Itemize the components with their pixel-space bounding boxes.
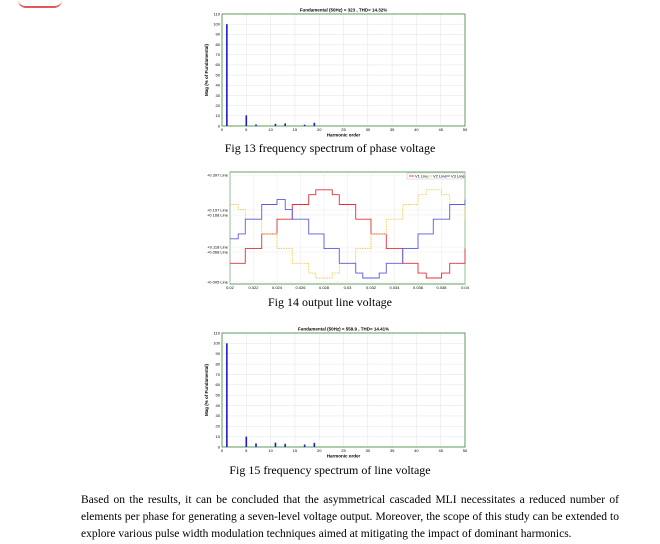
- fig15-ytick-label: 80: [215, 361, 220, 367]
- fig14-xtick-label: 0.02: [226, 285, 234, 290]
- figure-14-caption: Fig 14 output line voltage: [268, 295, 392, 309]
- fig15-ytick-label: 60: [215, 382, 220, 388]
- fig14-xtick-label: 0.022: [248, 285, 259, 290]
- fig13-spectrum-svg: [200, 6, 475, 140]
- fig13-bar-h11: [275, 124, 277, 126]
- fig13-xtick-label: 50: [462, 127, 468, 132]
- fig13-title: Fundamental (50Hz) = 323 , THD= 14.32%: [299, 7, 388, 13]
- fig13-xtick-label: 15: [292, 127, 298, 132]
- fig13-ytick-label: 50: [215, 72, 220, 78]
- fig13-ytick-label: 0: [217, 123, 220, 129]
- fig15-ylabel: Mag (% of Fundamental): [204, 364, 209, 416]
- fig13-bar-h13: [284, 123, 286, 126]
- fig14-legend-label-3: V3 Line: [451, 173, 465, 179]
- fig13-xtick-label: 10: [268, 127, 273, 132]
- fig13-ytick-label: 40: [215, 82, 220, 88]
- fig13-ytick-label: 70: [215, 52, 220, 58]
- fig15-xtick-label: 25: [341, 448, 346, 453]
- fig13-ytick-label: 90: [215, 31, 220, 37]
- fig14-xtick-label: 0.038: [436, 285, 447, 290]
- fig15-xtick-label: 35: [389, 448, 395, 453]
- fig15-ytick-label: 50: [215, 392, 220, 398]
- fig15-spectrum-svg: [200, 325, 475, 461]
- fig13-bar-h17: [304, 125, 306, 126]
- fig15-ytick-label: 30: [215, 413, 220, 419]
- fig15-ytick-label: 90: [215, 351, 220, 357]
- fig13-xtick-label: 5: [245, 127, 248, 132]
- fig14-ytick-label: +0.005 Line: [206, 279, 228, 285]
- fig14-ytick-label: +0.168 Line: [206, 212, 228, 218]
- fig15-xtick-label: 40: [414, 448, 419, 453]
- fig13-ylabel: Mag (% of Fundamental): [204, 44, 209, 96]
- fig13-xtick-label: 40: [414, 127, 419, 132]
- fig13-ytick-label: 110: [213, 11, 220, 17]
- fig13-xtick-label: 35: [389, 127, 395, 132]
- fig15-xtick-label: 20: [316, 448, 322, 453]
- fig13-xtick-label: 0: [220, 127, 224, 132]
- fig15-ytick-label: 70: [215, 371, 220, 377]
- fig15-ytick-label: 0: [217, 444, 220, 450]
- fig15-ytick-label: 10: [215, 433, 220, 439]
- fig13-xlabel: Harmonic order: [326, 132, 361, 138]
- fig15-xtick-label: 5: [245, 448, 248, 453]
- fig13-xtick-label: 45: [438, 127, 443, 132]
- fig13-bar-h19: [314, 123, 316, 126]
- fig15-ytick-label: 100: [213, 340, 220, 346]
- figure-15-caption: Fig 15 frequency spectrum of line voltage: [229, 463, 431, 477]
- fig15-bar-h17: [304, 445, 306, 447]
- fig14-xtick-label: 0.024: [271, 285, 283, 290]
- fig14-xtick-label: 0.032: [365, 285, 377, 290]
- fig14-xtick-label: 0.04: [461, 285, 469, 290]
- fig13-ytick-label: 80: [215, 41, 220, 47]
- fig13-bar-h7: [255, 124, 257, 126]
- fig15-xtick-label: 0: [220, 448, 224, 453]
- fig13-bar-h5: [246, 115, 248, 126]
- fig15-xtick-label: 10: [268, 448, 273, 453]
- fig13-xtick-label: 20: [316, 127, 322, 132]
- fig15-ytick-label: 20: [215, 423, 220, 429]
- fig14-ytick-label: +0.197 Line: [206, 207, 228, 213]
- fig15-ytick-label: 40: [215, 402, 220, 408]
- fig15-bar-h5: [246, 437, 248, 447]
- fig14-ytick-label: +0.118 Line: [207, 244, 228, 250]
- figure-13-chart: [200, 6, 475, 140]
- fig14-legend-label-2: V2 Line: [433, 173, 447, 179]
- fig13-ytick-label: 100: [213, 21, 220, 27]
- fig14-line-voltage-svg: [200, 166, 475, 294]
- fig14-xtick-label: 0.03: [343, 285, 352, 290]
- fig15-xtick-label: 30: [365, 448, 371, 453]
- fig13-ytick-label: 10: [215, 113, 220, 119]
- fig14-ytick-label: +0.397 Line: [206, 172, 228, 178]
- fig13-xtick-label: 25: [341, 127, 346, 132]
- figure-13-caption: Fig 13 frequency spectrum of phase voltage: [224, 141, 436, 155]
- fig15-title: Fundamental (50Hz) = 559.9 , THD= 14.41%: [297, 326, 390, 332]
- fig15-xtick-label: 50: [462, 448, 468, 453]
- fig14-ytick-label: +0.068 Line: [206, 249, 228, 255]
- fig15-bar-h13: [284, 444, 286, 447]
- fig15-xtick-label: 15: [292, 448, 298, 453]
- fig15-xlabel: Harmonic order: [326, 453, 361, 459]
- fig15-bar-h19: [314, 443, 316, 447]
- figure-15-chart: [200, 325, 475, 461]
- fig14-xtick-label: 0.036: [412, 285, 424, 290]
- fig15-ytick-label: 110: [213, 330, 220, 336]
- fig13-bar-h1: [226, 24, 228, 126]
- fig13-ytick-label: 20: [215, 102, 220, 108]
- fig14-xtick-label: 0.034: [389, 285, 400, 290]
- fig15-bar-h11: [275, 443, 277, 447]
- fig15-bar-h1: [226, 343, 228, 447]
- fig13-xtick-label: 30: [365, 127, 371, 132]
- fig14-xtick-label: 0.026: [295, 285, 306, 290]
- fig13-ytick-label: 30: [215, 92, 220, 98]
- header-logo-fragment: [18, 0, 62, 8]
- conclusion-paragraph: Based on the results, it can be concluded that the asymmetrical cascaded MLI necessitates a reduced number of elements per phase for generating a seven-level voltage output. Moreover, the scope of this study can be extended to explore various pulse width modulation techniques aimed at mitigating the impact of dominant harmonics.: [81, 494, 619, 540]
- fig14-legend-label-1: V1 Line: [415, 173, 429, 179]
- figure-14-chart: [200, 166, 475, 294]
- fig14-xtick-label: 0.028: [318, 285, 330, 290]
- fig15-bar-h7: [255, 443, 257, 447]
- fig13-ytick-label: 60: [215, 62, 220, 68]
- fig15-xtick-label: 45: [438, 448, 443, 453]
